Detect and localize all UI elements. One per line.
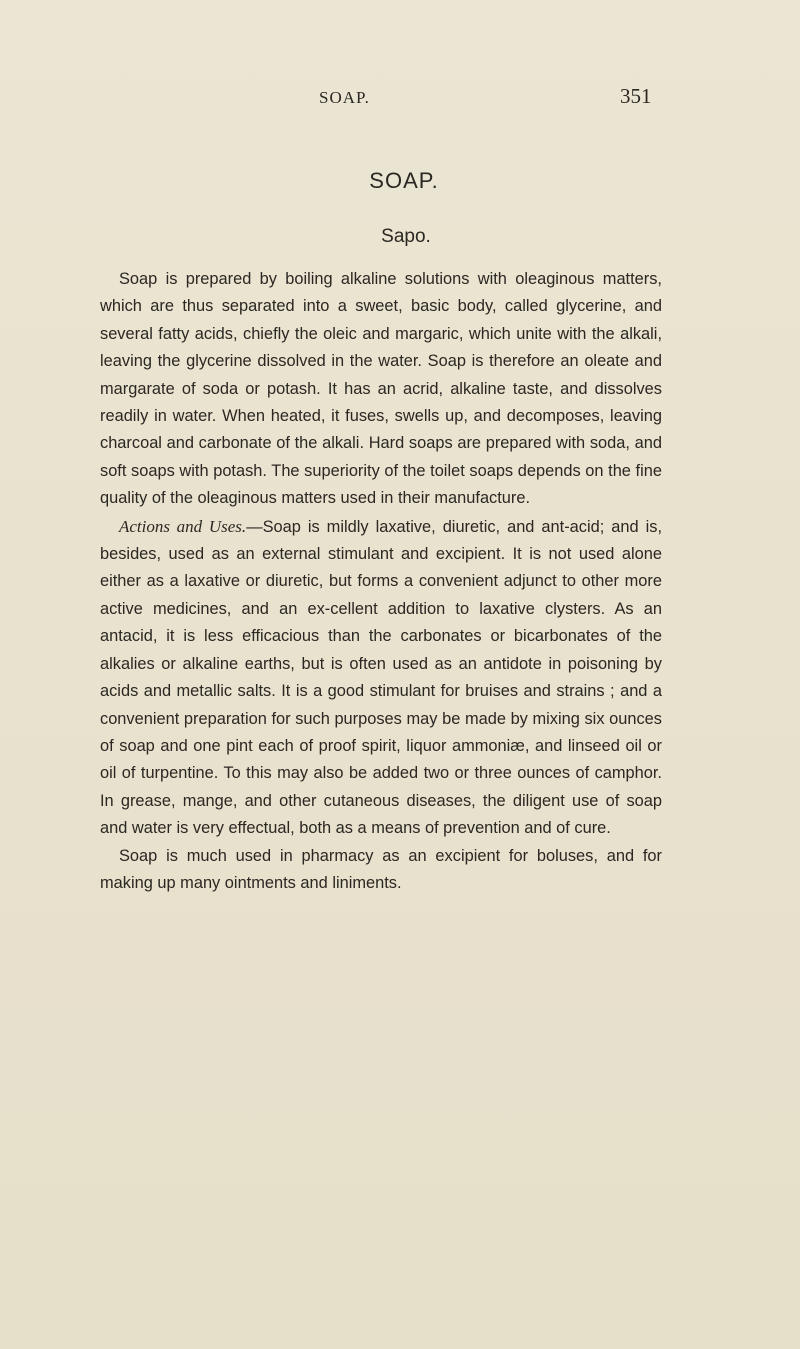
paragraph-actions-and-uses (100, 513, 662, 843)
running-head: SOAP. (319, 88, 370, 107)
article-subtitle: Sapo. (381, 226, 431, 247)
paragraph-pharmacy: Soap is much used in pharmacy as an excipient for boluses, and for making up many ointments and liniments. (100, 846, 662, 892)
paragraph-preparation: Soap is prepared by boiling alkaline solutions with oleaginous matters, which are thus separated into a sweet, basic body, called glycerine, and several fatty acids, chiefly the oleic and margaric, which unite with the alkali, leaving the glycerine dissolved in the water. Soap is therefore an oleate and margarate of soda or potash. It has an acrid, alkaline taste, and dissolves readily in water. When heated, it fuses, swells up, and decomposes, leaving charcoal and carbonate of the alkali. Hard soaps are prepared with soda, and soft soaps with potash. The superiority of the toilet soaps depends on the fine quality of the oleaginous matters used in their manufacture. (100, 270, 662, 508)
page-number: 351 (620, 84, 652, 108)
article-title: SOAP. (369, 168, 439, 193)
paragraph-heading: Actions and Uses. (119, 516, 247, 536)
paragraph-actions-body: —Soap is mildly laxative, diuretic, and ant-acid; and is, besides, used as an external stimulant and excipient. It is not used alone either as a laxative or diuretic, but forms a convenient adjunct to other more active medicines, and an ex-cellent addition to laxative clysters. As an antacid, it is less efficacious than the carbonates or bicarbonates of the alkalies or alkaline earths, but is often used as an antidote in poisoning by acids and metallic salts. It is a good stimulant for bruises and strains ; and a convenient preparation for such purposes may be made by mixing six ounces of soap and one pint each of proof spirit, liquor ammoniæ, and linseed oil or oil of turpentine. To this may also be added two or three ounces of camphor. In grease, mange, and other cutaneous diseases, the diligent use of soap and water is very effectual, both as a means of prevention and of cure. (100, 517, 663, 838)
article-body (100, 266, 662, 897)
